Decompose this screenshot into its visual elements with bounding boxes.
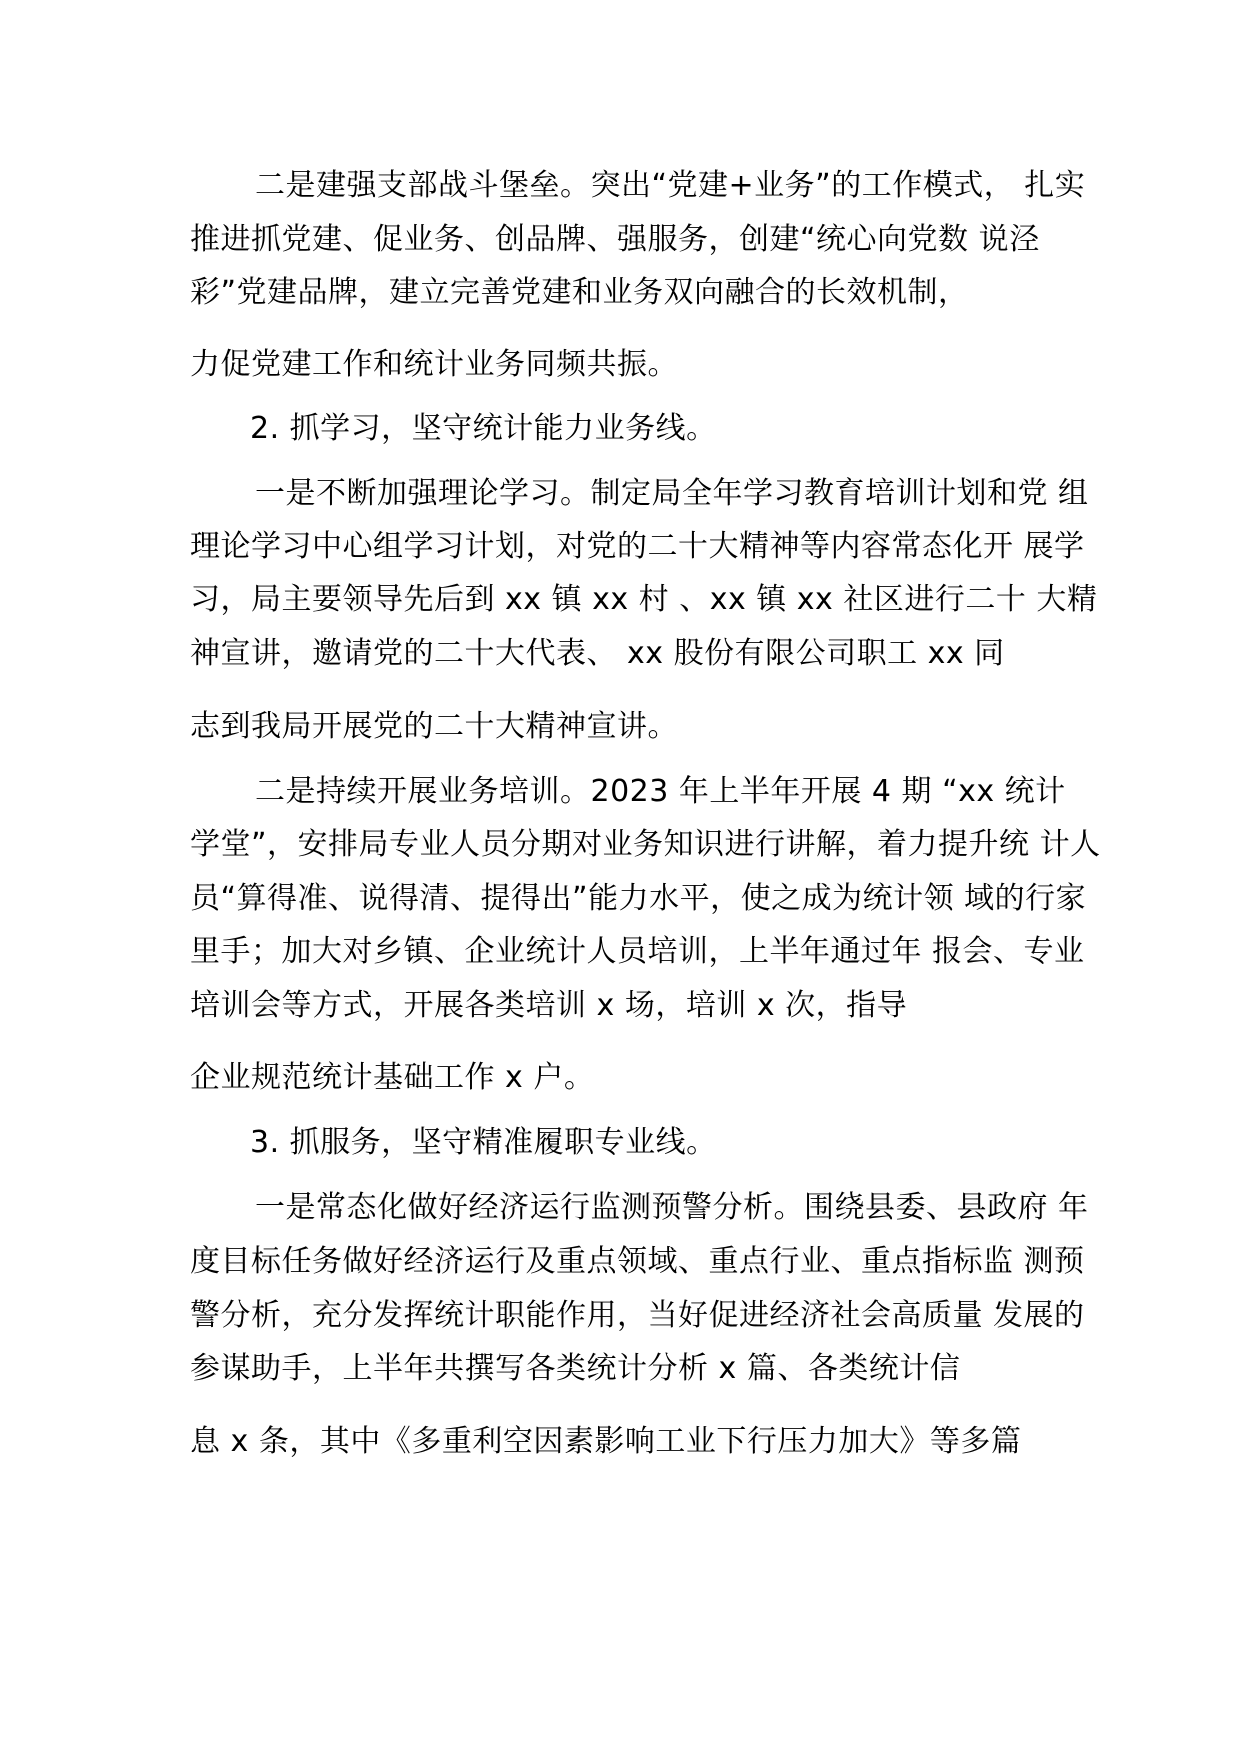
paragraph-line: 里手；加大对乡镇、企业统计人员培训，上半年通过年 报会、专业 xyxy=(190,934,1085,969)
paragraph-line: 理论学习中心组学习计划，对党的二十大精神等内容常态化开 展学 xyxy=(190,529,1085,564)
paragraph-line: 企业规范统计基础工作 x 户。 xyxy=(190,1060,595,1095)
paragraph-line: 习，局主要领导先后到 xx 镇 xx 村 、xx 镇 xx 社区进行二十 大精 xyxy=(190,582,1098,617)
paragraph-line: 度目标任务做好经济运行及重点领域、重点行业、重点指标监 测预 xyxy=(190,1244,1085,1279)
paragraph-line: 学堂”，安排局专业人员分期对业务知识进行讲解，着力提升统 计人 xyxy=(190,827,1101,862)
paragraph-line: 二是建强支部战斗堡垒。突出“党建+业务”的工作模式， 扎实 xyxy=(255,168,1086,203)
paragraph-line: 神宣讲，邀请党的二十大代表、 xx 股份有限公司职工 xx 同 xyxy=(190,636,1005,671)
paragraph-line: 彩”党建品牌，建立完善党建和业务双向融合的长效机制， xyxy=(190,275,969,310)
section-heading: 3. 抓服务，坚守精准履职专业线。 xyxy=(250,1125,717,1160)
paragraph-line: 警分析，充分发挥统计职能作用，当好促进经济社会高质量 发展的 xyxy=(190,1298,1085,1333)
paragraph-line: 培训会等方式，开展各类培训 x 场，培训 x 次，指导 xyxy=(190,988,908,1023)
paragraph-line: 力促党建工作和统计业务同频共振。 xyxy=(190,347,678,382)
paragraph-line: 志到我局开展党的二十大精神宣讲。 xyxy=(190,709,678,744)
paragraph-line: 员“算得准、说得清、提得出”能力水平，使之成为统计领 域的行家 xyxy=(190,881,1087,916)
section-heading: 2. 抓学习，坚守统计能力业务线。 xyxy=(250,411,717,446)
paragraph-line: 二是持续开展业务培训。2023 年上半年开展 4 期 “xx 统计 xyxy=(255,774,1066,809)
paragraph-line: 息 x 条，其中《多重利空因素影响工业下行压力加大》等多篇 xyxy=(190,1424,1022,1459)
paragraph-line: 推进抓党建、促业务、创品牌、强服务，创建“统心向党数 说泾 xyxy=(190,222,1040,257)
paragraph-line: 一是常态化做好经济运行监测预警分析。围绕县委、县政府 年 xyxy=(255,1190,1089,1225)
paragraph-line: 参谋助手，上半年共撰写各类统计分析 x 篇、各类统计信 xyxy=(190,1351,961,1386)
paragraph-line: 一是不断加强理论学习。制定局全年学习教育培训计划和党 组 xyxy=(255,476,1089,511)
